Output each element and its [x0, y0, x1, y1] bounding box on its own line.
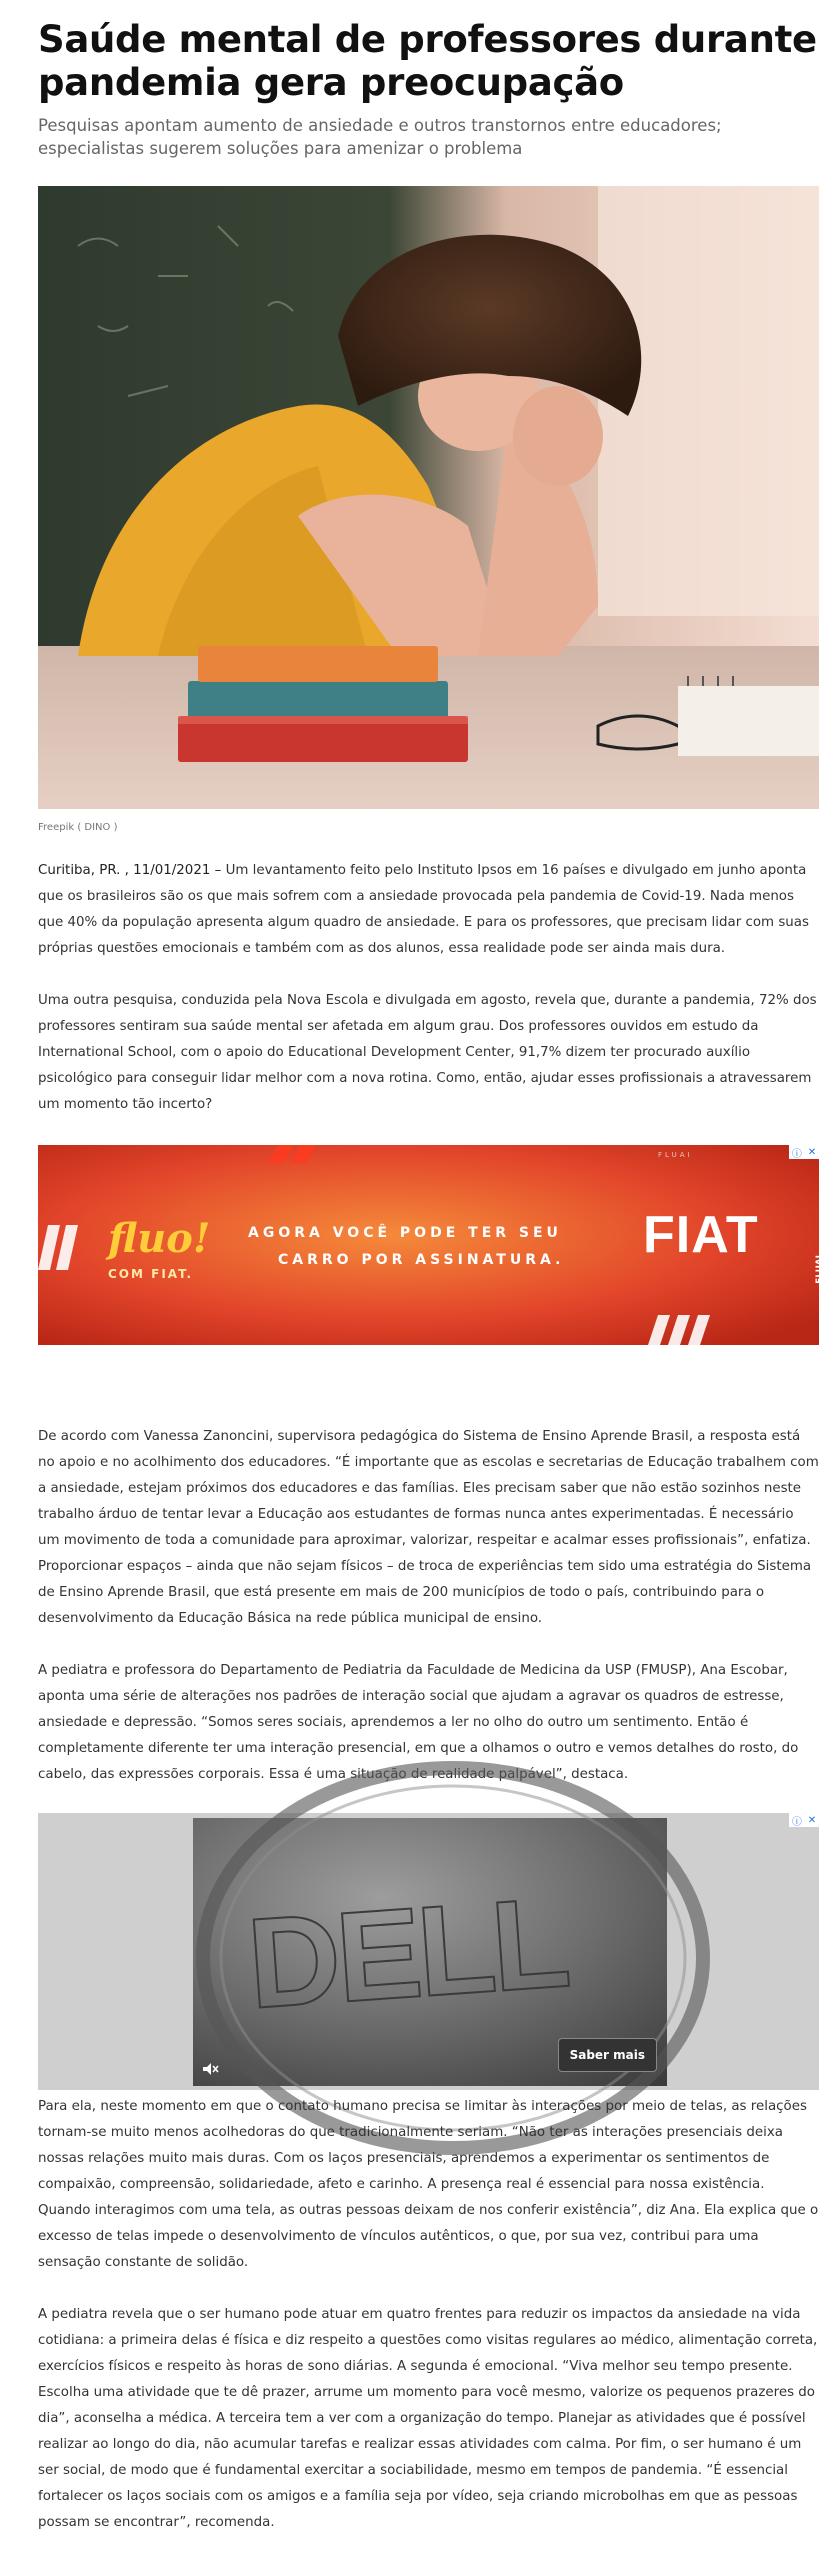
article-body-part-3 — [38, 2094, 819, 2562]
close-icon[interactable]: ✕ — [807, 1814, 817, 1826]
paragraph: Para ela, neste momento em que o contato humano precisa se limitar às interações por meio de telas, as relações tornam-se muito menos acolhedoras do que tradicionalmente seriam. “Não ter as interações presenciais deixa nossas relações muito mais duras. Com os laços presenciais, aprendemos a experimentar os sentimentos de compaixão, compreensão, solidariedade, afeto e carinho. A presença real é essencial para nossa existência. Quando interagimos com uma tela, as outras pessoas deixam de nos conferir existência”, diz Ana. Ela explica que o excesso de telas impede o desenvolvimento de vínculos autênticos, o que, por sua vez, contribui para uma sensação constante de solidão. — [38, 2099, 819, 2270]
fluo-logo-sub: COM FIAT. — [108, 1267, 194, 1281]
adchoices[interactable] — [789, 1145, 819, 1159]
ad-side-text: FLUAI — [815, 1255, 825, 1284]
fluo-logo: fluo! — [108, 1215, 211, 1262]
paragraph-text: Um levantamento feito pelo Instituto Ipsos em 16 países e divulgado em junho aponta que os brasileiros são os que mais sofrem com a ansiedade provocada pela pandemia de Covid-19. Nada menos que 40% da população apresenta algum quadro de ansiedade. E para os professores, que precisam lidar com suas próprias questões emocionais e também com as dos alunos, essa realidade pode ser ainda mais dura. — [38, 863, 809, 956]
mute-icon[interactable] — [201, 2060, 219, 2078]
dell-logo: DELL — [243, 1871, 571, 2036]
close-icon[interactable]: ✕ — [807, 1146, 817, 1158]
dell-video[interactable] — [193, 1818, 667, 2086]
dateline: Curitiba, PR. , 11/01/2021 – — [38, 863, 222, 878]
learn-more-button[interactable]: Saber mais — [558, 2038, 657, 2072]
fiat-logo: FIAT — [643, 1206, 759, 1264]
ad-top-text: FLUAI — [658, 1151, 693, 1159]
image-credit: Freepik ( DINO ) — [38, 822, 118, 833]
hero-image — [38, 186, 819, 809]
info-icon[interactable]: ⓘ — [791, 1816, 802, 1828]
paragraph: De acordo com Vanessa Zanoncini, supervisora pedagógica do Sistema de Ensino Aprende Brasil, a resposta está no apoio e no acolhimento dos educadores. “É importante que as escolas e secretarias de Educação trabalhem com a ansiedade, estejam próximos dos educadores e das famílias. Eles precisam saber que não estão sozinhos neste trabalho árduo de tentar levar a Educação aos estudantes de formas nunca antes experimentadas. É necessário um movimento de toda a comunidade para aproximar, valorizar, respeitar e acalmar esses profissionais”, enfatiza. Proporcionar espaços – ainda que não sejam físicos – de troca de experiências tem sido uma estratégia do Sistema de Ensino Aprende Brasil, que está presente em mais de 200 municípios de todo o país, contribuindo para o desenvolvimento da Educação Básica na rede pública municipal de ensino. — [38, 1429, 819, 1626]
article-body-part-1 — [38, 858, 819, 1144]
article-body-part-2 — [38, 1424, 819, 1814]
paragraph: A pediatra revela que o ser humano pode atuar em quatro frentes para reduzir os impactos da ansiedade na vida cotidiana: a primeira delas é física e diz respeito a questões como visitas regulares ao médico, alimentação correta, exercícios físicos e respeito às horas de sono diárias. A segunda é emocional. “Viva melhor seu tempo presente. Escolha uma atividade que te dê prazer, arrume um momento para você mesmo, valorize os pequenos prazeres do dia”, aconselha a médica. A terceira tem a ver com a organização do tempo. Planejar as atividades que é possível realizar ao longo do dia, não acumular tarefas e realizar essas atividades com calma. Por fim, o ser humano é um ser social, de modo que é fundamental exercitar a sociabilidade, mesmo em tempos de pandemia. “É essencial fortalecer os laços sociais com os amigos e a família seja por vídeo, seja criando microbolhas em que as pessoas possam se encontrar”, recomenda. — [38, 2307, 818, 2530]
article-title: Saúde mental de professores durante pandemia gera preocupação — [38, 18, 817, 104]
paragraph — [38, 858, 819, 962]
article-subtitle: Pesquisas apontam aumento de ansiedade e outros transtornos entre educadores; especialistas sugerem soluções para amenizar o problema — [38, 116, 722, 158]
ad-tagline-line-1: AGORA VOCÊ PODE TER SEU — [248, 1225, 562, 1241]
info-icon[interactable]: ⓘ — [791, 1148, 802, 1160]
paragraph: Uma outra pesquisa, conduzida pela Nova Escola e divulgada em agosto, revela que, durante a pandemia, 72% dos professores sentiram sua saúde mental ser afetada em algum grau. Dos professores ouvidos em estudo da International School, com o apoio do Educational Development Center, 91,7% dizem ter procurado auxílio psicológico para conseguir lidar melhor com a nova rotina. Como, então, ajudar esses profissionais a atravessarem um momento tão incerto? — [38, 993, 817, 1112]
paragraph: A pediatra e professora do Departamento de Pediatria da Faculdade de Medicina da USP (FMUSP), Ana Escobar, aponta uma série de alterações nos padrões de interação social que ajudam a agravar os quadros de estresse, ansiedade e depressão. “Somos seres sociais, aprendemos a ler no olho do outro um sentimento. Então é completamente diferente ter uma interação presencial, em que a olhamos o outro e vemos detalhes do rosto, do cabelo, das expressões corporais. Essa é uma situação de realidade palpável”, destaca. — [38, 1663, 799, 1782]
dell-advertisement[interactable] — [38, 1813, 819, 2090]
fiat-advertisement[interactable] — [38, 1145, 825, 1345]
ad-tagline-line-2: CARRO POR ASSINATURA. — [278, 1252, 565, 1268]
article — [38, 0, 825, 2530]
adchoices[interactable] — [789, 1813, 819, 1827]
